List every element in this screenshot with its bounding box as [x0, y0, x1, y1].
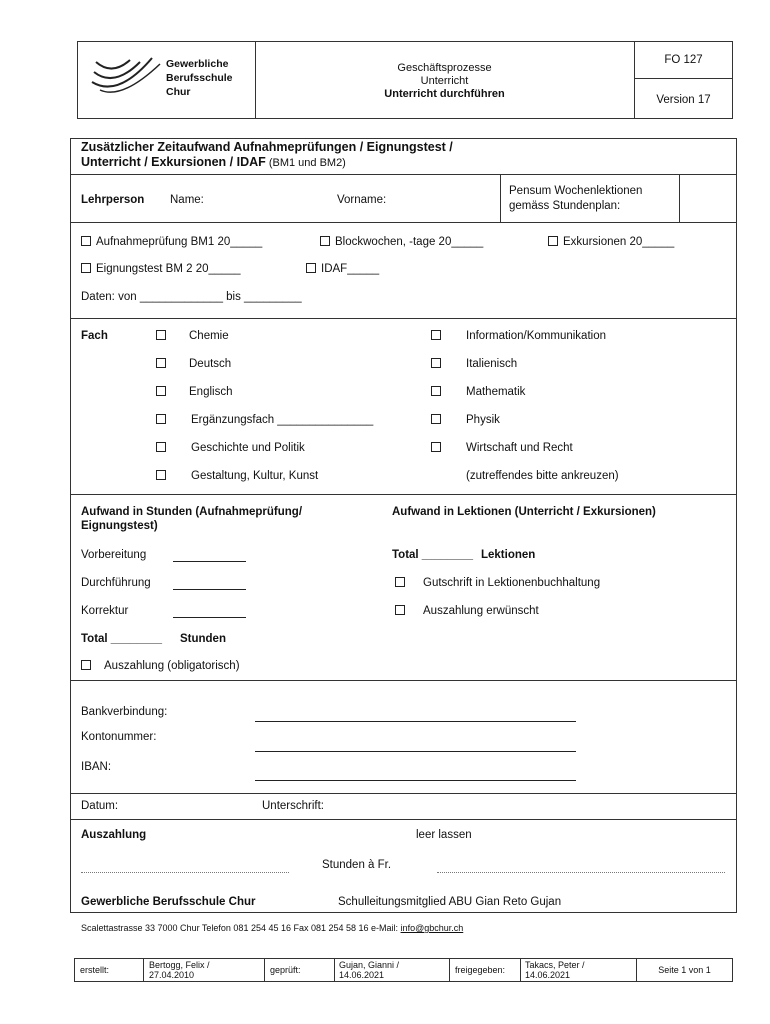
fach-label-physik: Physik [466, 414, 500, 426]
header-title: Unterricht durchführen [384, 88, 505, 100]
checkbox-gutschrift[interactable] [395, 577, 600, 589]
address-line [81, 923, 463, 933]
fach-label-deutsch: Deutsch [189, 358, 232, 370]
aufwand-stunden-title-2: Eignungstest) [81, 520, 158, 532]
header-process: Geschäftsprozesse [397, 62, 492, 74]
checkbox-eignungstest[interactable] [81, 263, 241, 275]
fach-label: Fach [81, 330, 108, 342]
blockwochen-label: Blockwochen, -tage 20_____ [335, 236, 484, 248]
erstellt-name: Bertogg, Felix / [149, 960, 210, 970]
main-form-box [70, 138, 737, 913]
iban-input[interactable] [255, 780, 576, 781]
geprueft-date: 14.06.2021 [339, 970, 385, 980]
kontonummer-label: Kontonummer: [81, 731, 157, 743]
geprueft-name: Gujan, Gianni / [339, 960, 400, 970]
vorbereitung-input[interactable] [173, 561, 246, 562]
stunden-fr-label: Stunden à Fr. [322, 859, 392, 871]
fach-item[interactable] [431, 442, 573, 454]
form-title-line2 [81, 155, 346, 169]
geprueft-label: geprüft: [270, 965, 301, 975]
logo-text-3: Chur [166, 86, 191, 98]
email-link[interactable]: info@gbchur.ch [400, 923, 464, 933]
lehrperson-label: Lehrperson [81, 194, 145, 206]
fach-label-italienisch: Italienisch [466, 358, 518, 370]
pensum-label-2: gemäss Stundenplan: [509, 200, 621, 212]
fach-item[interactable] [431, 414, 500, 426]
aufnahme-label: Aufnahmeprüfung BM1 20_____ [96, 236, 263, 248]
fach-label-information: Information/Kommunikation [466, 330, 606, 342]
iban-label: IBAN: [81, 761, 112, 773]
erstellt-label: erstellt: [80, 965, 110, 975]
page-number: Seite 1 von 1 [658, 965, 711, 975]
fach-note: (zutreffendes bitte ankreuzen) [466, 470, 619, 482]
fach-label-chemie: Chemie [189, 330, 229, 342]
freigegeben-name: Takacs, Peter / [525, 960, 585, 970]
fach-label-englisch: Englisch [189, 386, 233, 398]
form-title-bold: Unterricht / Exkursionen / IDAF [81, 155, 266, 169]
fach-item[interactable] [431, 358, 517, 370]
korrektur-label: Korrektur [81, 605, 129, 617]
total-stunden[interactable] [81, 633, 226, 645]
exkursionen-label: Exkursionen 20_____ [563, 236, 675, 248]
checkbox-auszahlung-erwuenscht[interactable] [395, 605, 539, 617]
datum-field[interactable]: Datum: [81, 800, 119, 812]
freigegeben-date: 14.06.2021 [525, 970, 571, 980]
daten-field[interactable]: Daten: von _____________ bis _________ [81, 291, 302, 303]
fach-item[interactable] [156, 442, 305, 454]
fach-item[interactable] [156, 414, 373, 426]
checkbox-idaf[interactable] [306, 263, 379, 275]
version: Version 17 [656, 94, 711, 106]
aufwand-stunden-title-1: Aufwand in Stunden (Aufnahmeprüfung/ [81, 506, 303, 518]
auszahlung-oblig-label: Auszahlung (obligatorisch) [104, 660, 240, 672]
fach-label-geschichte: Geschichte und Politik [191, 442, 305, 454]
fach-label-mathematik: Mathematik [466, 386, 526, 398]
form-title-rest: (BM1 und BM2) [265, 157, 346, 169]
fach-label-ergaenzung: Ergänzungsfach _______________ [191, 414, 374, 426]
durchfuehrung-input[interactable] [173, 589, 246, 590]
fach-item[interactable] [156, 358, 231, 370]
erstellt-date: 27.04.2010 [149, 970, 195, 980]
fach-item[interactable] [156, 386, 232, 398]
school-logo [90, 54, 162, 100]
idaf-label: IDAF_____ [321, 263, 380, 275]
fach-item[interactable] [156, 470, 318, 482]
bankverbindung-label: Bankverbindung: [81, 706, 168, 718]
gutschrift-label: Gutschrift in Lektionenbuchhaltung [423, 577, 601, 589]
fach-item[interactable] [156, 330, 229, 342]
logo-text-2: Berufsschule [166, 72, 233, 84]
auszahlung-erw-label: Auszahlung erwünscht [423, 605, 539, 617]
korrektur-input[interactable] [173, 617, 246, 618]
stunden-unit: Stunden [179, 633, 226, 645]
form-title-line1: Zusätzlicher Zeitaufwand Aufnahmeprüfungen / Eignungstest / [81, 140, 453, 154]
form-id: FO 127 [664, 54, 703, 66]
unterschrift-field[interactable]: Unterschrift: [262, 800, 324, 812]
vorname-field[interactable]: Vorname: [337, 194, 387, 206]
bankverbindung-input[interactable] [255, 721, 576, 722]
checkbox-aufnahmepruefung[interactable] [81, 236, 262, 248]
logo-text-1: Gewerbliche [166, 58, 229, 70]
school-name: Gewerbliche Berufsschule Chur [81, 896, 256, 908]
lektionen-unit: Lektionen [480, 549, 536, 561]
leer-lassen-note: leer lassen [416, 829, 472, 841]
aufwand-lektionen-title: Aufwand in Lektionen (Unterricht / Exkursionen) [392, 506, 656, 518]
kontonummer-input[interactable] [255, 751, 576, 752]
total-lektionen-field: Total ________ [392, 549, 473, 561]
freigegeben-label: freigegeben: [455, 965, 506, 975]
header-category: Unterricht [420, 75, 469, 87]
fach-label-wirtschaft: Wirtschaft und Recht [466, 442, 573, 454]
pensum-label-1: Pensum Wochenlektionen [509, 185, 643, 197]
total-stunden-field: Total ________ [81, 633, 162, 645]
address-text: Scalettastrasse 33 7000 Chur Telefon 081 254 45 16 Fax 081 254 58 16 e-Mail: [81, 923, 401, 933]
eignungstest-label: Eignungstest BM 2 20_____ [96, 263, 241, 275]
checkbox-exkursionen[interactable] [548, 236, 674, 248]
fach-label-gestaltung: Gestaltung, Kultur, Kunst [191, 470, 319, 482]
fach-item[interactable] [431, 330, 606, 342]
fach-item[interactable] [431, 386, 525, 398]
schulleitung-name: Schulleitungsmitglied ABU Gian Reto Gujan [338, 896, 562, 908]
checkbox-auszahlung-obligatorisch[interactable] [81, 660, 240, 672]
checkbox-blockwochen[interactable] [320, 236, 483, 248]
auszahlung-title: Auszahlung [81, 829, 147, 841]
durchfuehrung-label: Durchführung [81, 577, 151, 589]
name-field[interactable]: Name: [170, 194, 204, 206]
total-lektionen[interactable] [392, 549, 535, 561]
vorbereitung-label: Vorbereitung [81, 549, 147, 561]
